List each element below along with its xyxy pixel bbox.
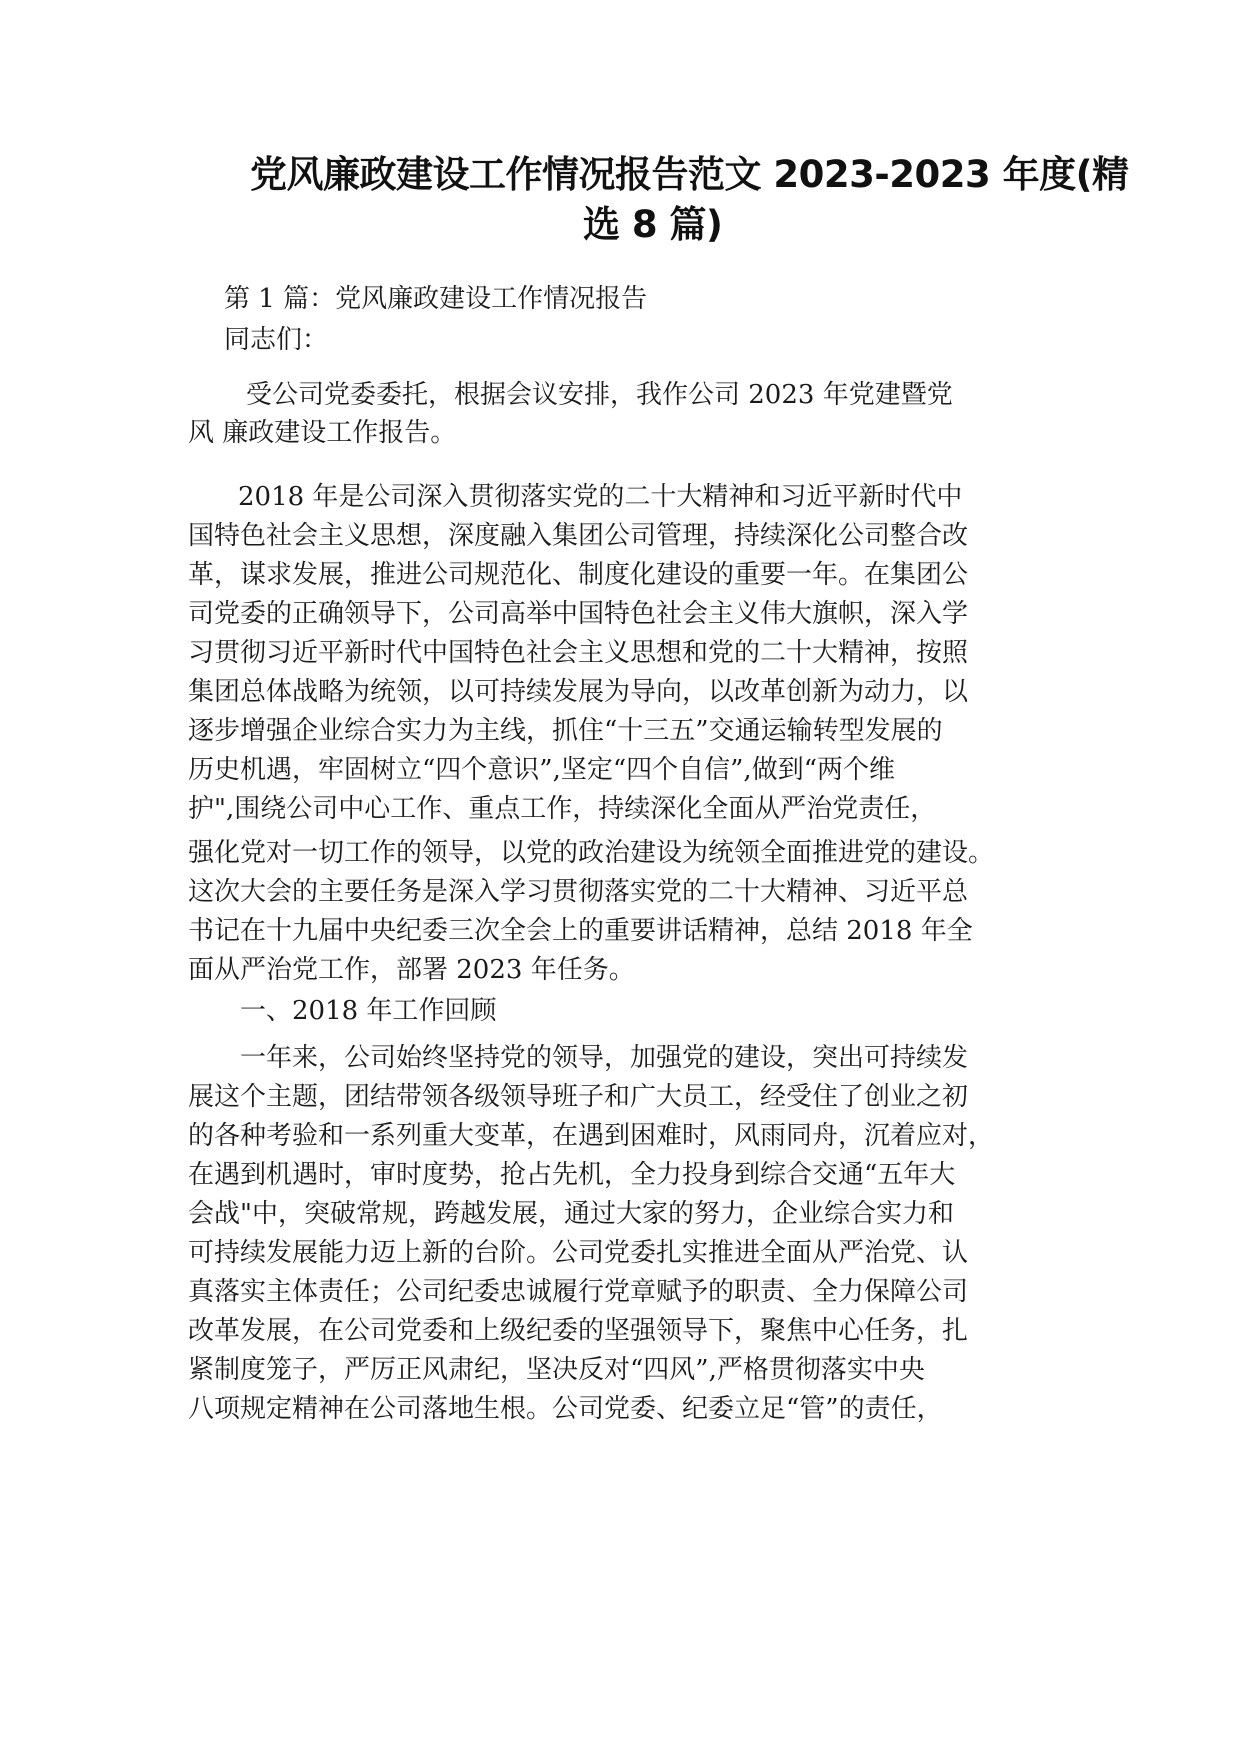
paragraph-line: 强化党对一切工作的领导，以党的政治建设为统领全面推进党的建设。 <box>188 838 995 868</box>
paragraph-line: 革，谋求发展，推进公司规范化、制度化建设的重要一年。在集团公 <box>188 560 969 590</box>
paragraph-line: 书记在十九届中央纪委三次全会上的重要讲话精神，总结 2018 年全 <box>188 916 973 946</box>
paragraph-line: 改革发展，在公司党委和上级纪委的坚强领导下，聚焦中心任务，扎 <box>188 1316 969 1346</box>
paragraph-line: 风 廉政建设工作报告。 <box>188 418 457 448</box>
paragraph-line: 一年来，公司始终坚持党的领导，加强党的建设，突出可持续发 <box>240 1043 969 1073</box>
paragraph-line: 司党委的正确领导下，公司高举中国特色社会主义伟大旗帜，深入学 <box>188 599 969 629</box>
paragraph-line: 受公司党委委托，根据会议安排，我作公司 2023 年党建暨党 <box>246 380 953 410</box>
title-line-1: 党风廉政建设工作情况报告范文 2023-2023 年度(精 <box>250 153 1129 196</box>
paragraph-line: 2018 年是公司深入贯彻落实党的二十大精神和习近平新时代中 <box>238 482 963 512</box>
paragraph-line: 真落实主体责任；公司纪委忠诚履行党章赋予的职责、全力保障公司 <box>188 1277 969 1307</box>
paragraph-line: 护",围绕公司中心工作、重点工作，持续深化全面从严治党责任， <box>188 794 937 824</box>
document-title <box>250 150 1129 250</box>
salutation: 同志们： <box>224 325 329 355</box>
paragraph-line: 紧制度笼子，严厉正风肃纪，坚决反对“四风”,严格贯彻落实中央 <box>188 1355 925 1385</box>
paragraph-line: 国特色社会主义思想，深度融入集团公司管理，持续深化公司整合改 <box>188 521 969 551</box>
paragraph-line: 可持续发展能力迈上新的台阶。公司党委扎实推进全面从严治党、认 <box>188 1238 969 1268</box>
paragraph-line: 的各种考验和一系列重大变革，在遇到困难时，风雨同舟，沉着应对， <box>188 1121 995 1151</box>
title-line-2: 选 8 篇) <box>583 203 723 246</box>
paragraph-line: 八项规定精神在公司落地生根。公司党委、纪委立足“管”的责任， <box>188 1394 943 1424</box>
paragraph-line: 这次大会的主要任务是深入学习贯彻落实党的二十大精神、习近平总 <box>188 877 969 907</box>
paragraph-line: 历史机遇，牢固树立“四个意识”,坚定“四个自信”,做到“两个维 <box>188 755 895 785</box>
section-heading: 第 1 篇：党风廉政建设工作情况报告 <box>224 284 648 314</box>
paragraph-line: 习贯彻习近平新时代中国特色社会主义思想和党的二十大精神，按照 <box>188 638 969 668</box>
paragraph-line: 展这个主题，团结带领各级领导班子和广大员工，经受住了创业之初 <box>188 1082 969 1112</box>
paragraph-line: 集团总体战略为统领，以可持续发展为导向，以改革创新为动力，以 <box>188 677 969 707</box>
subsection-heading: 一、2018 年工作回顾 <box>240 996 497 1026</box>
paragraph-line: 在遇到机遇时，审时度势，抢占先机，全力投身到综合交通“五年大 <box>188 1160 956 1190</box>
paragraph-line: 面从严治党工作，部署 2023 年任务。 <box>188 955 635 985</box>
paragraph-line: 会战"中，突破常规，跨越发展，通过大家的努力，企业综合实力和 <box>188 1199 954 1229</box>
paragraph-line: 逐步增强企业综合实力为主线，抓住“十三五”交通运输转型发展的 <box>188 716 943 746</box>
